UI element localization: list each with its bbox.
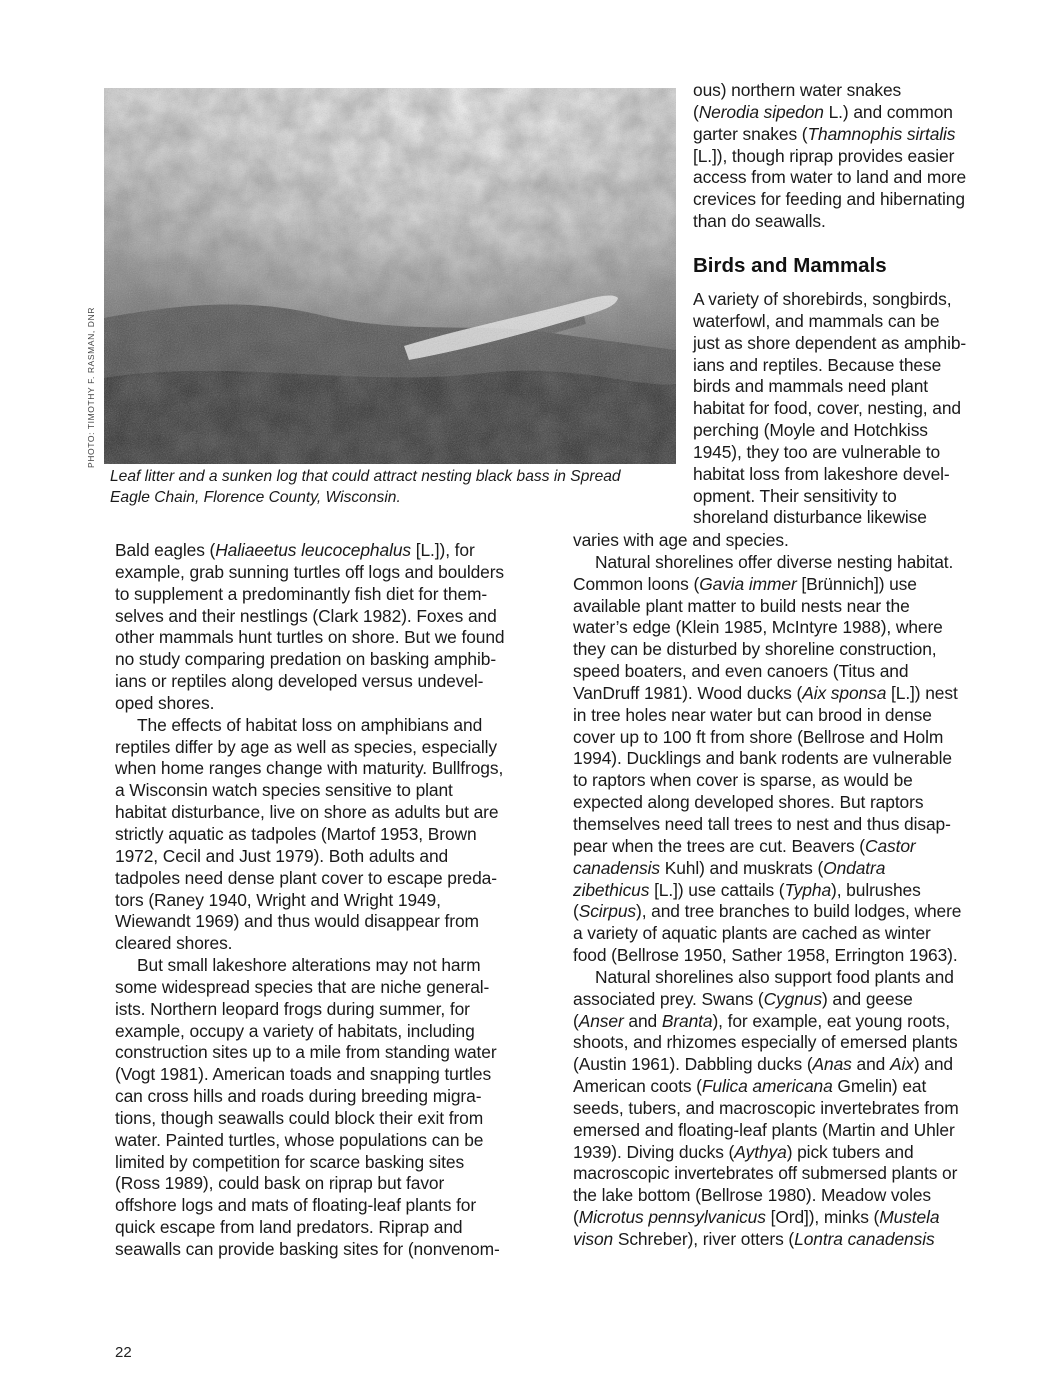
text-line: no study comparing predation on basking amphib- <box>115 649 497 670</box>
text-line: selves and their nestlings (Clark 1982). Foxes and <box>115 605 497 626</box>
text-line: habitat disturbance, live on shore as adults but are <box>115 802 499 823</box>
text-line: The effects of habitat loss on amphibians and <box>137 714 483 735</box>
text-line: ous) northern water snakes <box>693 80 902 100</box>
text-line: access from water to land and more <box>693 167 967 188</box>
text-line: seeds, tubers, and macroscopic invertebrates from <box>573 1097 959 1118</box>
text-line: birds and mammals need plant <box>693 376 928 397</box>
text-line: zibethicus [L.]) use cattails (Typha), bulrushes <box>573 879 921 900</box>
left-column-text <box>115 540 505 1261</box>
text-line: Natural shorelines also support food plants and <box>595 966 954 987</box>
text-line: emersed and floating-leaf plants (Martin and Uhler <box>573 1119 955 1140</box>
text-line: Bald eagles (Haliaeetus leucocephalus [L.]), for <box>115 540 475 560</box>
text-line: shoots, and rhizomes especially of emersed plants <box>573 1032 958 1053</box>
text-line: when home ranges change with maturity. Bullfrogs, <box>115 758 504 779</box>
text-line: A variety of shorebirds, songbirds, <box>693 289 952 309</box>
text-line: example, occupy a variety of habitats, including <box>115 1020 475 1041</box>
text-line: macroscopic invertebrates off submersed plants or <box>573 1163 958 1184</box>
text-line: just as shore dependent as amphib- <box>693 332 967 353</box>
text-line: (Anser and Branta), for example, eat young roots, <box>573 1010 950 1031</box>
text-line: (Scirpus), and tree branches to build lodges, where <box>573 901 962 922</box>
text-line: Natural shorelines offer diverse nesting habitat. <box>595 551 954 572</box>
photo-leaf-litter-sunken-log <box>104 88 676 464</box>
photo-caption <box>110 466 670 508</box>
caption-line: Eagle Chain, Florence County, Wisconsin. <box>110 489 401 506</box>
text-line: offshore logs and mats of floating-leaf plants for <box>115 1195 477 1216</box>
text-line: the lake bottom (Bellrose 1980). Meadow voles <box>573 1185 931 1206</box>
text-line: themselves need tall trees to nest and thus disap- <box>573 813 951 834</box>
text-line: limited by competition for scarce basking sites <box>115 1151 465 1172</box>
text-line: (Microtus pennsylvanicus [Ord]), minks (Mustela <box>573 1207 940 1228</box>
text-line: (Vogt 1981). American toads and snapping turtles <box>115 1064 492 1085</box>
text-line: seawalls can provide basking sites for (nonvenom- <box>115 1239 500 1259</box>
text-line: cleared shores. <box>115 933 233 954</box>
text-line: crevices for feeding and hibernating <box>693 189 965 210</box>
text-line: in tree holes near water but can brood in dense <box>573 704 932 725</box>
text-line: construction sites up to a mile from standing water <box>115 1042 497 1063</box>
text-line: vison Schreber), river otters (Lontra canadensis <box>573 1229 935 1249</box>
text-line: other mammals hunt turtles on shore. But we found <box>115 627 505 648</box>
text-line: (Ross 1989), could bask on riprap but favor <box>115 1173 445 1194</box>
text-line: 1994). Ducklings and bank rodents are vulnerable <box>573 748 953 769</box>
text-line: Wiewandt 1969) and thus would disappear from <box>115 911 479 932</box>
text-line: [L.]), though riprap provides easier <box>693 145 955 166</box>
text-line: oped shores. <box>115 692 215 713</box>
photo-credit: PHOTO: TIMOTHY F. RASMAN, DNR <box>86 307 96 468</box>
text-line: reptiles differ by age as well as species, especially <box>115 736 497 757</box>
text-line: tadpoles need dense plant cover to escape preda- <box>115 867 497 888</box>
text-line: opment. Their sensitivity to <box>693 485 897 506</box>
text-line: available plant matter to build nests near the <box>573 595 910 616</box>
text-line: 1939). Diving ducks (Aythya) pick tubers and <box>573 1141 914 1162</box>
text-line: Common loons (Gavia immer [Brünnich]) use <box>573 573 917 594</box>
page-number: 22 <box>115 1344 132 1361</box>
text-line: to raptors when cover is sparse, as would be <box>573 770 913 791</box>
text-line: can cross hills and roads during breeding migra- <box>115 1086 482 1107</box>
text-line: a Wisconsin watch species sensitive to plant <box>115 780 453 801</box>
text-line: canadensis Kuhl) and muskrats (Ondatra <box>573 857 886 878</box>
text-line: strictly aquatic as tadpoles (Martof 1953, Brown <box>115 823 477 844</box>
text-line: tions, though seawalls could block their exit from <box>115 1107 484 1128</box>
text-line: 1972, Cecil and Just 1979). Both adults and <box>115 845 449 866</box>
right-column-wide-text <box>573 530 961 1251</box>
text-line: expected along developed shores. But raptors <box>573 792 924 813</box>
text-line: some widespread species that are niche general- <box>115 976 490 997</box>
text-line: habitat loss from lakeshore devel- <box>693 463 950 484</box>
text-line: American coots (Fulica americana Gmelin) eat <box>573 1076 927 1097</box>
text-line: they can be disturbed by shoreline construction, <box>573 639 937 660</box>
text-line: to supplement a predominantly fish diet for them- <box>115 583 488 604</box>
text-line: (Austin 1961). Dabbling ducks (Anas and Aix) and <box>573 1054 953 1075</box>
text-line: than do seawalls. <box>693 211 826 232</box>
photo-image <box>104 88 676 464</box>
right-column-narrow-text <box>693 289 966 529</box>
text-line: shoreland disturbance likewise <box>693 507 927 528</box>
text-line: tors (Raney 1940, Wright and Wright 1949, <box>115 889 441 910</box>
text-line: (Nerodia sipedon L.) and common <box>693 101 953 122</box>
text-line: But small lakeshore alterations may not harm <box>137 955 481 976</box>
text-line: 1945), they too are vulnerable to <box>693 441 941 462</box>
text-line: speed boaters, and even canoers (Titus and <box>573 661 909 682</box>
text-line: ists. Northern leopard frogs during summer, for <box>115 998 470 1019</box>
text-line: VanDruff 1981). Wood ducks (Aix sponsa [L.]) nest <box>573 682 958 703</box>
text-line: ians and reptiles. Because these <box>693 354 942 375</box>
text-line: quick escape from land predators. Riprap and <box>115 1217 463 1238</box>
text-line: cover up to 100 ft from shore (Bellrose and Holm <box>573 726 944 747</box>
text-line: waterfowl, and mammals can be <box>693 310 940 331</box>
text-line: perching (Moyle and Hotchkiss <box>693 420 928 441</box>
caption-line: Leaf litter and a sunken log that could attract nesting black bass in Spread <box>110 468 621 485</box>
text-line: example, grab sunning turtles off logs and boulders <box>115 561 505 582</box>
text-line: water. Painted turtles, whose populations can be <box>115 1129 484 1150</box>
text-line: varies with age and species. <box>573 530 789 550</box>
text-line: ians or reptiles along developed versus undevel- <box>115 671 484 692</box>
text-line: habitat for food, cover, nesting, and <box>693 398 961 419</box>
text-line: food (Bellrose 1950, Sather 1958, Errington 1963). <box>573 945 958 966</box>
text-line: a variety of aquatic plants are cached as winter <box>573 923 931 944</box>
right-column-top-text <box>693 80 966 233</box>
text-line: water’s edge (Klein 1985, McIntyre 1988), where <box>573 617 943 638</box>
text-line: pear when the trees are cut. Beavers (Castor <box>573 835 916 856</box>
text-line: garter snakes (Thamnophis sirtalis <box>693 123 956 144</box>
section-heading: Birds and Mammals <box>693 254 887 277</box>
text-line: associated prey. Swans (Cygnus) and geese <box>573 988 913 1009</box>
